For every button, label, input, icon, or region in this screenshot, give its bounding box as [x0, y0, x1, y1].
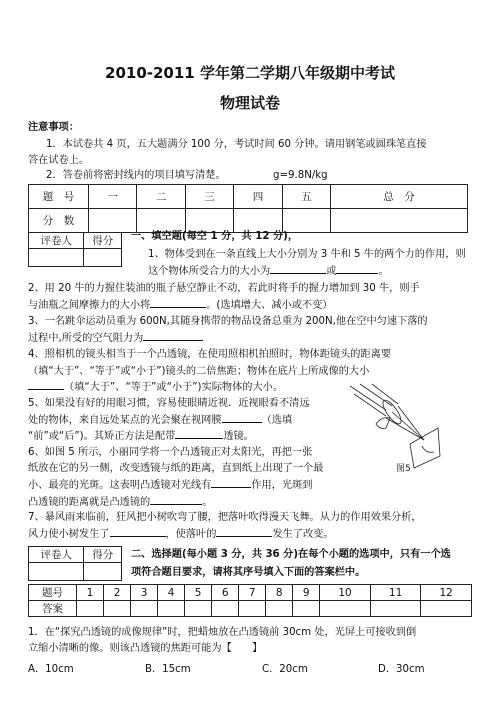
score-header-1: 一	[89, 185, 137, 209]
notes-item-2: 2．答卷前将密封线内的项目填写清楚。	[46, 170, 226, 181]
option-c[interactable]: C．20cm	[262, 664, 308, 675]
page-subtitle: 物理试卷	[219, 94, 280, 112]
answer-cell-5[interactable]	[185, 601, 212, 617]
q3-blank[interactable]	[143, 330, 203, 341]
score-header-5: 五	[282, 185, 330, 209]
q5-text: 处的物体，来自远处某点的光会聚在视网膜	[28, 415, 222, 426]
notes-item-1: 1．本试卷共 4 页，五大题满分 100 分，考试时间 60 分钟。请用钢笔或圆珠笔直接	[46, 139, 427, 150]
q4-line3	[28, 379, 283, 395]
score-row-label: 分 数	[29, 209, 89, 233]
q1-end: 。	[378, 266, 389, 277]
score-header-4: 四	[234, 185, 282, 209]
q4-text-2: （填“大于”、“等于”或“小于”)镜头的二倍焦距；物体在底片上所成像的大小	[28, 366, 370, 377]
q6-blank-1[interactable]	[211, 477, 251, 488]
q4-text-3: （填“大于”、“等于”或“小于”)实际物体的大小。	[64, 382, 284, 393]
answer-cell-12[interactable]	[421, 601, 472, 617]
notes-item-1-cont: 答在试卷上。	[28, 155, 90, 166]
option-a[interactable]: A．10cm	[28, 664, 74, 675]
answer-col-8: 8	[266, 585, 293, 601]
q2-line1: 2、用 20 牛的力握住装油的瓶子悬空静止不动，若此时将手的握力增加到 30 牛，则手	[28, 283, 420, 294]
q1-blank-1[interactable]	[270, 263, 326, 274]
q6-line3	[28, 477, 313, 493]
q5-blank-1[interactable]	[222, 412, 262, 423]
score-header-total: 总 分	[331, 185, 468, 209]
gravity-constant: g=9.8N/kg	[273, 170, 328, 181]
q7-line2	[28, 526, 334, 542]
q6-line2: 纸放在它的另一侧，改变透镜与纸的距离，直到纸上出现了一个最	[28, 463, 324, 474]
answer-col-9: 9	[293, 585, 320, 601]
q7-end: 发生了改变。	[272, 529, 334, 540]
q1-blank-2[interactable]	[336, 263, 378, 274]
score-cell-2[interactable]	[84, 563, 122, 581]
score-cell-1[interactable]	[89, 209, 137, 233]
q7-blank-2[interactable]	[216, 526, 272, 537]
section1-header: 一、填空题(每空 1 分，共 12 分)，	[131, 231, 299, 242]
section2-header-line1: 二、选择题(每小题 3 分，共 36 分)在每个小题的选项中，只有一个选	[131, 549, 451, 560]
answer-cell-10[interactable]	[320, 601, 371, 617]
q6-text-3: 凸透镜的距离就是凸透镜的	[28, 497, 151, 508]
q4-line2	[28, 363, 369, 379]
option-d[interactable]: D．30cm	[378, 664, 425, 675]
answer-cell-8[interactable]	[266, 601, 293, 617]
q7-text: 风力使小树发生了	[28, 529, 110, 540]
answer-col-10: 10	[320, 585, 371, 601]
s2-q1-line2: 立缩小清晰的像。则该凸透镜的焦距可能为【 】	[28, 643, 263, 654]
score-table	[28, 184, 468, 233]
q2-line2	[28, 297, 332, 313]
answer-col-6: 6	[212, 585, 239, 601]
answer-cell-11[interactable]	[370, 601, 421, 617]
q1-line2	[148, 263, 389, 279]
q3-text: 过程中,所受的空气阻力为	[28, 333, 144, 344]
answer-cell-2[interactable]	[104, 601, 131, 617]
answer-col-4: 4	[158, 585, 185, 601]
score-label-2: 得分	[84, 547, 122, 563]
q5-text-2: “前”或“后”)。其矫正方法是配带	[28, 431, 176, 442]
answer-header-label: 题号	[29, 585, 77, 601]
q2-end: 。(选填增大、减小或不变）	[206, 300, 333, 311]
answer-col-2: 2	[104, 585, 131, 601]
q5-end: 透镜。	[223, 431, 254, 442]
answer-cell-1[interactable]	[77, 601, 104, 617]
q1-or: 或	[326, 266, 337, 277]
q5-line1: 5、如果没有好的用眼习惯，容易使眼睛近视．近视眼看不清远	[28, 398, 310, 409]
score-cell[interactable]	[84, 249, 122, 267]
section2-header-line2: 项符合题目要求，请将其序号填入下面的答案栏中。	[131, 567, 366, 578]
q7-blank-1[interactable]	[110, 526, 166, 537]
answer-cell-7[interactable]	[239, 601, 266, 617]
grader-box-1	[28, 232, 122, 267]
reviewer-label-2: 评卷人	[29, 547, 84, 563]
figure-5-label: 图5	[396, 464, 411, 472]
answer-col-3: 3	[131, 585, 158, 601]
answer-col-7: 7	[239, 585, 266, 601]
answer-col-11: 11	[370, 585, 421, 601]
reviewer-cell-2[interactable]	[29, 563, 84, 581]
reviewer-cell[interactable]	[29, 249, 84, 267]
q4-line1	[28, 347, 391, 362]
score-label: 得分	[84, 233, 122, 249]
q5-blank-2[interactable]	[175, 428, 223, 439]
reviewer-label: 评卷人	[29, 233, 84, 249]
answer-cell-6[interactable]	[212, 601, 239, 617]
score-cell-total[interactable]	[331, 209, 468, 233]
q1-line1: 1、物体受到在一条直线上大小分别为 3 牛和 5 牛的两个力的作用，则	[148, 249, 466, 260]
answer-col-1: 1	[77, 585, 104, 601]
q6-blank-2[interactable]	[150, 494, 202, 505]
q1-text: 这个物体所受合力的大小为	[148, 266, 271, 277]
option-b[interactable]: B．15cm	[145, 664, 191, 675]
q3-line1: 3、一名跳伞运动员重为 600N,其随身携带的物品设备总重为 200N,他在空中匀速下落的	[28, 316, 428, 327]
score-header-3: 三	[185, 185, 233, 209]
answer-col-12: 12	[421, 585, 472, 601]
q4-blank-2[interactable]	[28, 379, 64, 390]
q6-text: 小、最亮的光斑。这表明凸透镜对光线有	[28, 480, 212, 491]
q6-end: 。	[202, 497, 213, 508]
q3-line2	[28, 330, 203, 346]
q5-line2	[28, 412, 292, 428]
s2-q1-line1: 1．在“探究凸透镜的成像规律”时，把蜡烛放在凸透镜前 30cm 处，光屏上可接收到倒	[28, 627, 417, 638]
answer-cell-9[interactable]	[293, 601, 320, 617]
score-header-2: 二	[137, 185, 185, 209]
page-title: 2010-2011 学年第二学期八年级期中考试	[105, 64, 395, 82]
answer-cell-4[interactable]	[158, 601, 185, 617]
q6-text-2: 作用，光斑到	[251, 480, 313, 491]
q6-line1: 6、如图 5 所示，小丽同学将一个凸透镜正对太阳光，再把一张	[28, 447, 313, 458]
answer-cell-3[interactable]	[131, 601, 158, 617]
q5-choose: （选填	[261, 415, 293, 426]
score-header-label: 题 号	[29, 185, 89, 209]
grader-box-2	[28, 546, 122, 581]
figure-5-lens-diagram	[346, 382, 442, 472]
q7-text-2: ，使落叶的	[165, 529, 217, 540]
notes-heading: 注意事项：	[28, 122, 79, 133]
answer-row-label: 答案	[29, 601, 77, 617]
q7-line1: 7、暴风雨来临前，狂风把小树吹弯了腰，把落叶吹得漫天飞舞。从力的作用效果分析，	[28, 512, 422, 523]
q2-blank[interactable]	[150, 297, 206, 308]
q2-text: 与油瓶之间摩擦力的大小将	[28, 300, 151, 311]
answer-col-5: 5	[185, 585, 212, 601]
q4-text: 4、照相机的镜头相当于一个凸透镜，在使用照相机拍照时，物体距镜头的距离要	[28, 349, 392, 360]
q5-line3	[28, 428, 254, 444]
answer-table	[28, 584, 472, 617]
q6-line4	[28, 494, 212, 510]
